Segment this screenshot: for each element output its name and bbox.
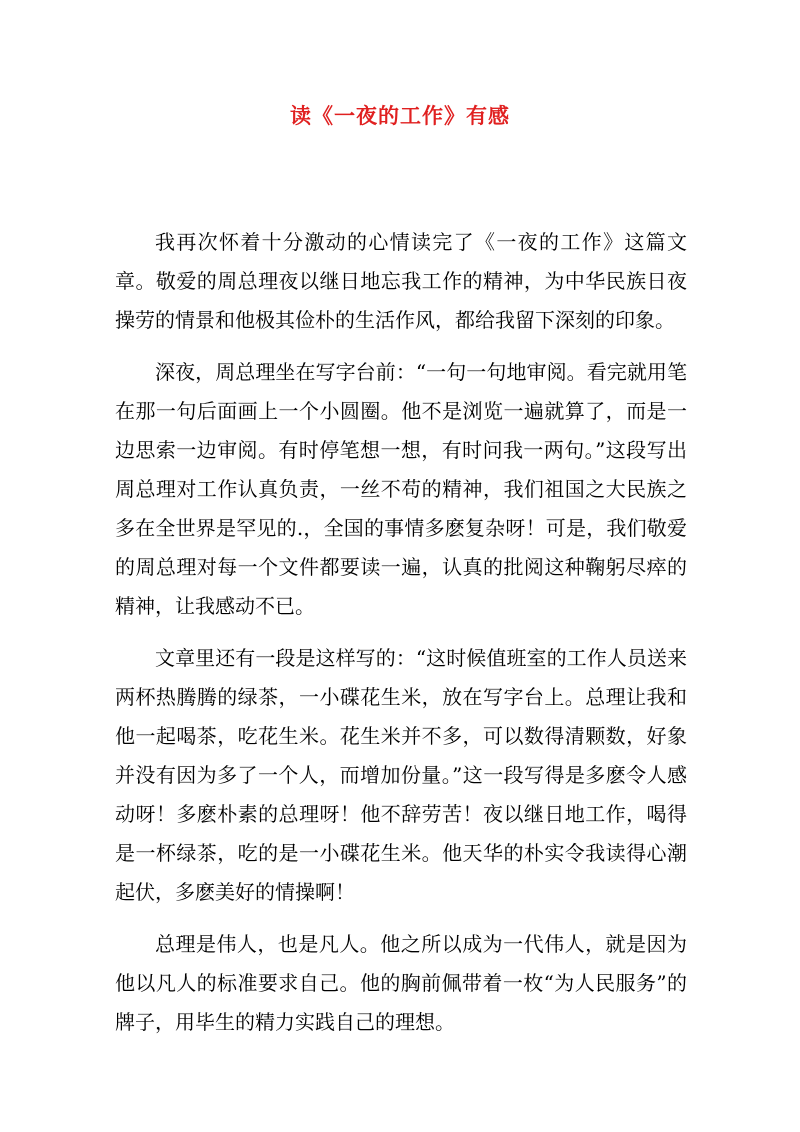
paragraph-1: 我再次怀着十分激动的心情读完了《一夜的工作》这篇文章。敬爱的周总理夜以继日地忘我工作的精神，为中华民族日夜操劳的情景和他极其俭朴的生活作风，都给我留下深刻的印象。 xyxy=(115,230,687,332)
paragraph-3: 文章里还有一段是这样写的：“这时候值班室的工作人员送来两杯热腾腾的绿茶，一小碟花生米，放在写字台上。总理让我和他一起喝茶，吃花生米。花生米并不多，可以数得清颗数，好象并没有因为多了一个人，而增加份量。”这一段写得是多麽令人感动呀！多麽朴素的总理呀！他不辞劳苦！夜以继日地工作，喝得是一杯绿茶，吃的是一小碟花生米。他天华的朴实令我读得心潮起伏，多麽美好的情操啊！ xyxy=(115,646,687,904)
paragraph-2: 深夜，周总理坐在写字台前：“一句一句地审阅。看完就用笔在那一句后面画上一个小圆圈。他不是浏览一遍就算了，而是一边思索一边审阅。有时停笔想一想，有时问我一两句。”这段写出周总理对工作认真负责，一丝不苟的精神，我们祖国之大民族之多在全世界是罕见的.，全国的事情多麽复杂呀！可是，我们敬爱的周总理对每一个文件都要读一遍，认真的批阅这种鞠躬尽瘁的精神，让我感动不已。 xyxy=(115,360,687,618)
document-title: 读《一夜的工作》有感 xyxy=(290,103,510,128)
paragraph-4: 总理是伟人，也是凡人。他之所以成为一代伟人，就是因为他以凡人的标准要求自己。他的胸前佩带着一枚“为人民服务”的牌子，用毕生的精力实践自己的理想。 xyxy=(115,932,687,1034)
document-body xyxy=(115,223,687,1055)
